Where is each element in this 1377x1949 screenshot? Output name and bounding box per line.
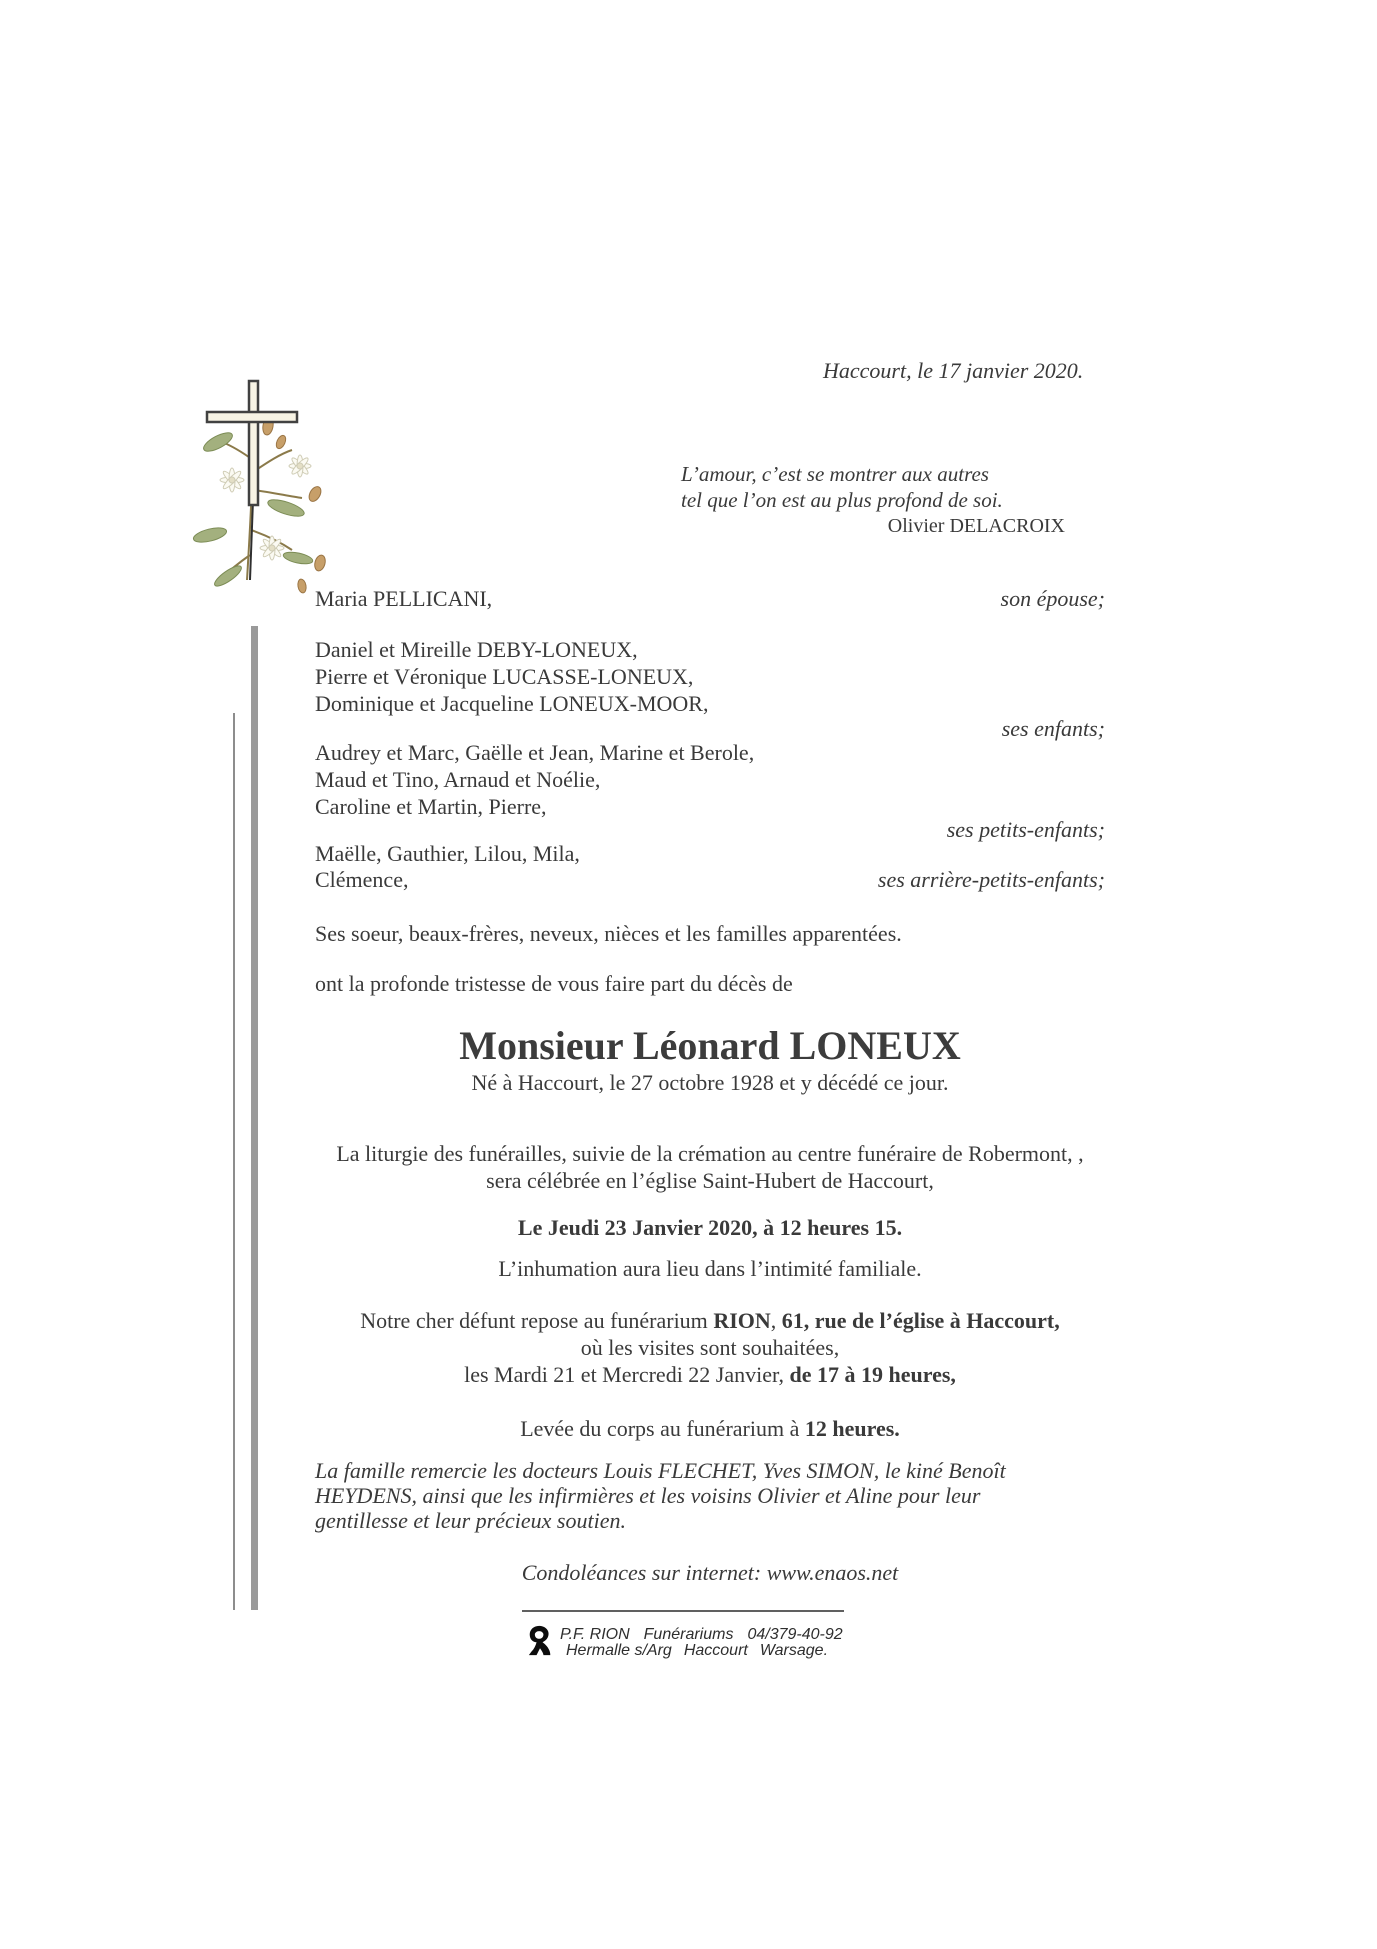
repose-funerarium-name: RION: [713, 1308, 771, 1333]
thanks-paragraph: [315, 1458, 1006, 1533]
footer-row-1: [560, 1627, 857, 1643]
footer-block: [528, 1624, 857, 1659]
footer-business: Funérariums: [643, 1626, 734, 1643]
children-line: Daniel et Mireille DEBY-LONEUX,: [315, 637, 638, 662]
footer-company: P.F. RION: [560, 1626, 630, 1643]
quote-author: Olivier DELACROIX: [887, 515, 1065, 537]
children-line: Pierre et Véronique LUCASSE-LONEUX,: [315, 664, 694, 689]
repose-line: [360, 1307, 1060, 1334]
great-grandchildren-line-1: Maëlle, Gauthier, Lilou, Mila,: [315, 841, 580, 866]
thanks-line: HEYDENS, ainsi que les infirmières et les voisins Olivier et Aline pour leur: [315, 1483, 981, 1508]
visits-hours: de 17 à 19 heures,: [789, 1362, 956, 1387]
thanks-line: La famille remercie les docteurs Louis FLECHET, Yves SIMON, le kiné Benoît: [315, 1458, 1006, 1483]
grandchildren-relation: ses petits-enfants;: [946, 817, 1105, 842]
relatives-line: Ses soeur, beaux-frères, neveux, nièces et les familles apparentées.: [315, 921, 902, 946]
great-grandchildren-line-2: Clémence,: [315, 867, 409, 892]
footer-row-2: [560, 1643, 857, 1659]
footer-city-2: Haccourt: [683, 1642, 748, 1659]
liturgy-line-1: La liturgie des funérailles, suivie de la crémation au centre funéraire de Robermont, ,: [336, 1141, 1084, 1166]
repose-text: Notre cher défunt repose au funérarium: [360, 1308, 714, 1333]
vertical-rule-thin: [233, 713, 235, 1610]
thanks-line: gentillesse et leur précieux soutien.: [315, 1508, 626, 1533]
ceremony-date: Le Jeudi 23 Janvier 2020, à 12 heures 15.: [517, 1215, 903, 1240]
children-relation: ses enfants;: [1001, 716, 1105, 741]
footer-city-1: Hermalle s/Arg: [566, 1642, 672, 1659]
visits-days-text: les Mardi 21 et Mercredi 22 Janvier,: [464, 1362, 790, 1387]
grandchildren-line: Audrey et Marc, Gaëlle et Jean, Marine et Berole,: [315, 740, 755, 765]
visits-days-line: [464, 1361, 956, 1388]
children-names: [315, 636, 708, 717]
vertical-rule-thick: [251, 626, 258, 1610]
deceased-name-title: Monsieur Léonard LONEUX: [459, 1023, 961, 1068]
footer-city-3: Warsage.: [759, 1642, 829, 1659]
cross-flowers-image: [150, 330, 340, 600]
grandchildren-line: Maud et Tino, Arnaud et Noélie,: [315, 767, 601, 792]
levee-line: [520, 1415, 900, 1442]
inhumation-line: L’inhumation aura lieu dans l’intimité familiale.: [498, 1256, 922, 1281]
quote-line-1: L’amour, c’est se montrer aux autres: [681, 462, 989, 486]
liturgy-line-2: sera célébrée en l’église Saint-Hubert de Haccourt,: [486, 1168, 934, 1193]
levee-time: 12 heures.: [804, 1416, 900, 1441]
grandchildren-line: Caroline et Martin, Pierre,: [315, 794, 547, 819]
repose-separator: ,: [770, 1308, 782, 1333]
great-grandchildren-relation: ses arrière-petits-enfants;: [877, 867, 1105, 892]
footer-text: [560, 1624, 857, 1659]
rion-logo-icon: [528, 1624, 552, 1657]
deceased-life-dates: Né à Haccourt, le 27 octobre 1928 et y décédé ce jour.: [471, 1070, 949, 1095]
quote-line-2: tel que l’on est au plus profond de soi.: [681, 488, 1003, 512]
repose-address: 61, rue de l’église à Haccourt,: [781, 1308, 1060, 1333]
condolences-line: Condoléances sur internet: www.enaos.net: [521, 1560, 899, 1585]
grandchildren-names: [315, 739, 754, 820]
children-line: Dominique et Jacqueline LONEUX-MOOR,: [315, 691, 709, 716]
spouse-relation: son épouse;: [1000, 586, 1105, 611]
dateline: Haccourt, le 17 janvier 2020.: [823, 358, 1084, 383]
quote-block: [681, 461, 1065, 539]
levee-text: Levée du corps au funérarium à: [520, 1416, 805, 1441]
announcement-line: ont la profonde tristesse de vous faire part du décès de: [315, 971, 793, 996]
footer-phone: 04/379-40-92: [747, 1626, 843, 1643]
footer-divider: [522, 1610, 844, 1612]
spouse-names: Maria PELLICANI,: [315, 586, 493, 611]
visits-line: où les visites sont souhaitées,: [580, 1335, 840, 1360]
